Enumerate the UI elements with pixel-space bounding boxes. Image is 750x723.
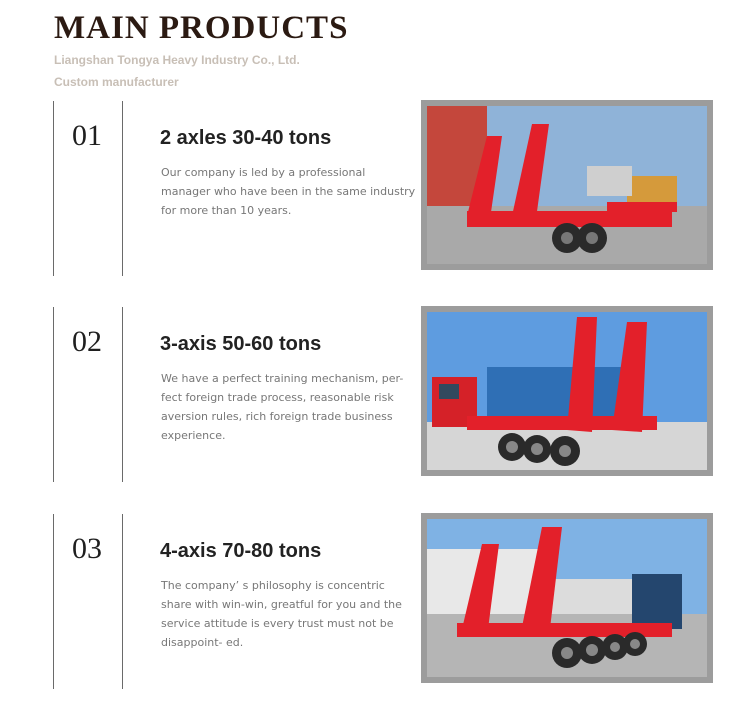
product-description: We have a perfect training mechanism, per- fect foreign trade process, reasonable risk aversion rules, rich foreign trade business experience. (161, 372, 404, 442)
product-title: 4-axis 70-80 tons (160, 540, 322, 562)
product-description: Our company is led by a professional manager who have been in the same industry for more than 10 years. (161, 166, 416, 217)
product-photo[interactable] (421, 100, 713, 270)
product-number: 02 (72, 325, 102, 358)
product-photo[interactable] (421, 513, 713, 683)
lowbed-trailer-image (427, 106, 707, 264)
product-number: 01 (72, 119, 102, 152)
product-number: 03 (72, 532, 102, 565)
product-photo[interactable] (421, 306, 713, 476)
lowbed-trailer-image (427, 519, 707, 677)
product-item-2 (0, 307, 750, 482)
company-name: Liangshan Tongya Heavy Industry Co., Ltd. (54, 53, 300, 67)
product-item-1 (0, 101, 750, 276)
product-title: 2 axles 30-40 tons (160, 127, 332, 149)
tagline: Custom manufacturer (54, 75, 179, 89)
divider-line (122, 514, 123, 689)
product-description: The company’ s philosophy is concentric share with win-win, greatful for you and the service attitude is every trust must not be disappoint- ed. (161, 579, 402, 649)
divider-line (53, 101, 54, 276)
divider-line (53, 514, 54, 689)
product-item-3 (0, 514, 750, 689)
divider-line (53, 307, 54, 482)
divider-line (122, 307, 123, 482)
page-title: MAIN PRODUCTS (54, 10, 349, 46)
product-title: 3-axis 50-60 tons (160, 333, 322, 355)
divider-line (122, 101, 123, 276)
lowbed-trailer-image (427, 312, 707, 470)
